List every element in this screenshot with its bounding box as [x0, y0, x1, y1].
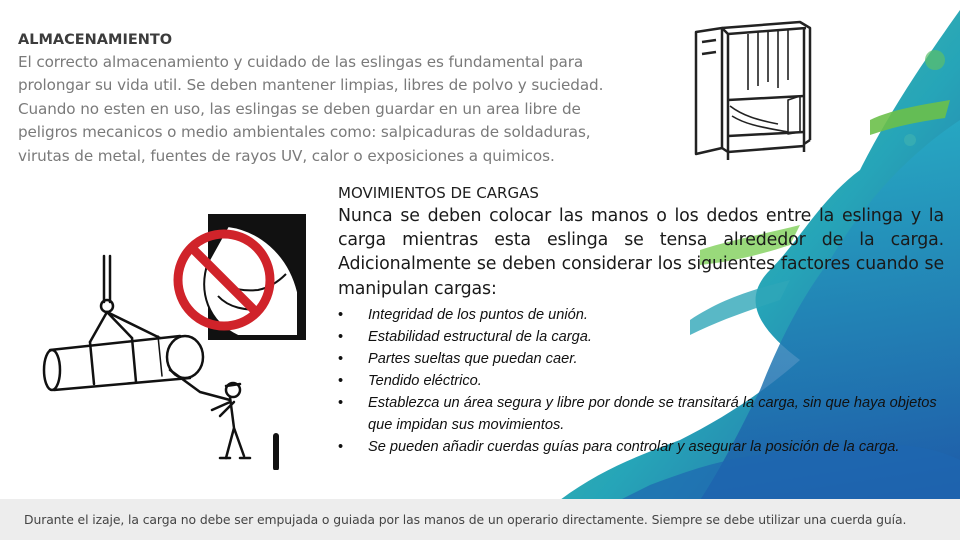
bullet-icon: •: [338, 328, 344, 345]
sling-storage-rack-illustration: [688, 20, 818, 170]
bullet-icon: •: [338, 438, 344, 455]
movement-paragraph: Nunca se deben colocar las manos o los dedos entre la eslinga y la carga mientras esta eslinga se tensa alrededor de la carga. Adicionalmente se deben considerar los siguientes factores cuando se manipulan cargas:: [338, 206, 944, 299]
storage-title: ALMACENAMIENTO: [18, 32, 173, 48]
list-item: • Estabilidad estructural de la carga.: [338, 326, 944, 348]
movement-title: MOVIMIENTOS DE CARGAS: [338, 184, 539, 202]
footer-bar: [0, 499, 960, 540]
storage-section: [18, 31, 613, 168]
bullet-icon: •: [338, 306, 344, 323]
list-item: • Integridad de los puntos de unión.: [338, 304, 944, 326]
storage-paragraph: El correcto almacenamiento y cuidado de las eslingas es fundamental para prolongar su vida util. Se deben mantener limpias, libres de polvo y suciedad. Cuando no esten en uso, las eslingas se deben guardar en un area libre de peligros mecanicos o medio ambientales como: salpicaduras de soldaduras, virutas de metal, fuentes de rayos UV, calor o exposiciones a quimicos.: [18, 53, 604, 165]
footer-note: Durante el izaje, la carga no debe ser empujada o guiada por las manos de un operario directamente. Siempre se debe utilizar una cuerda guía.: [24, 512, 907, 527]
factors-list: [338, 304, 944, 458]
list-item: • Tendido eléctrico.: [338, 370, 944, 392]
bullet-icon: •: [338, 350, 344, 367]
list-item: • Partes sueltas que puedan caer.: [338, 348, 944, 370]
bullet-icon: •: [338, 394, 344, 411]
list-item: • Se pueden añadir cuerdas guías para controlar y asegurar la posición de la carga.: [338, 436, 944, 458]
load-movement-section: [338, 182, 944, 458]
list-item: • Establezca un área segura y libre por donde se transitará la carga, sin que haya objetos que impidan sus movimientos.: [338, 392, 944, 436]
no-hands-prohibition-icon: [168, 212, 308, 342]
bullet-icon: •: [338, 372, 344, 389]
